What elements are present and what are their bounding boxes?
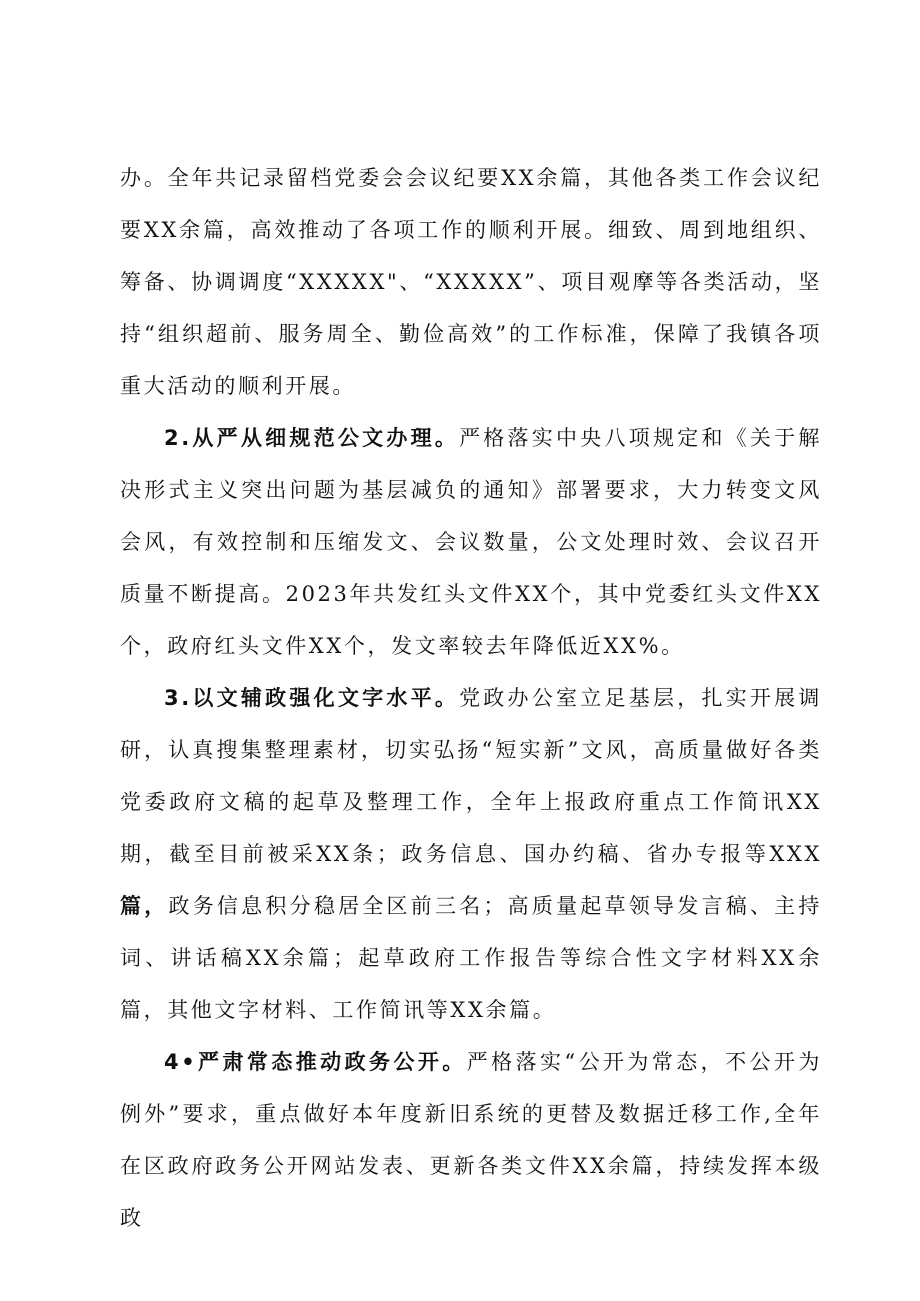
bold-inline-text: 篇， [120,894,169,918]
paragraph-section-3 [120,672,822,1036]
paragraph-text: 严格落实中央八项规定和《关于解决形式主义突出问题为基层减负的通知》部署要求，大力转变文风会风，有效控制和压缩发文、会议数量，公文处理时效、会议召开质量不断提高。2023年共发红头文件XX个，其中党委红头文件XX个，政府红头文件XX个，发文率较去年降低近XX%。 [120,426,823,658]
section-heading: 3.以文辅政强化文字水平。 [164,686,460,710]
paragraph-text: 严格落实“公开为常态，不公开为例外”要求，重点做好本年度新旧系统的更替及数据迁移工作,全年在区政府政务公开网站发表、更新各类文件XX余篇，持续发挥本级政 [120,1050,822,1230]
paragraph-section-4 [120,1036,822,1244]
paragraph-text: 政务信息积分稳居全区前三名；高质量起草领导发言稿、主持词、讲话稿XX余篇；起草政府工作报告等综合性文字材料XX余篇，其他文字材料、工作简讯等XX余篇。 [120,894,823,1022]
section-heading: 2.从严从细规范公文办理。 [164,426,460,450]
paragraph-section-2 [120,412,822,672]
paragraph-text: 党政办公室立足基层，扎实开展调研，认真搜集整理素材，切实弘扬“短实新”文风，高质量做好各类党委政府文稿的起草及整理工作，全年上报政府重点工作简讯XX期，截至目前被采XX条；政务信息、国办约稿、省办专报等XXX [120,686,823,866]
document-body [120,152,822,1244]
section-heading: 4•严肃常态推动政务公开。 [164,1050,467,1074]
paragraph-text: 办。全年共记录留档党委会会议纪要XX余篇，其他各类工作会议纪要XX余篇，高效推动了各项工作的顺利开展。细致、周到地组织、筹备、协调调度“XXXXX"、“XXXXX”、项目观摩等各类活动，坚持“组织超前、服务周全、勤俭高效”的工作标准，保障了我镇各项重大活动的顺利开展。 [120,166,822,398]
paragraph-continuation [120,152,822,412]
